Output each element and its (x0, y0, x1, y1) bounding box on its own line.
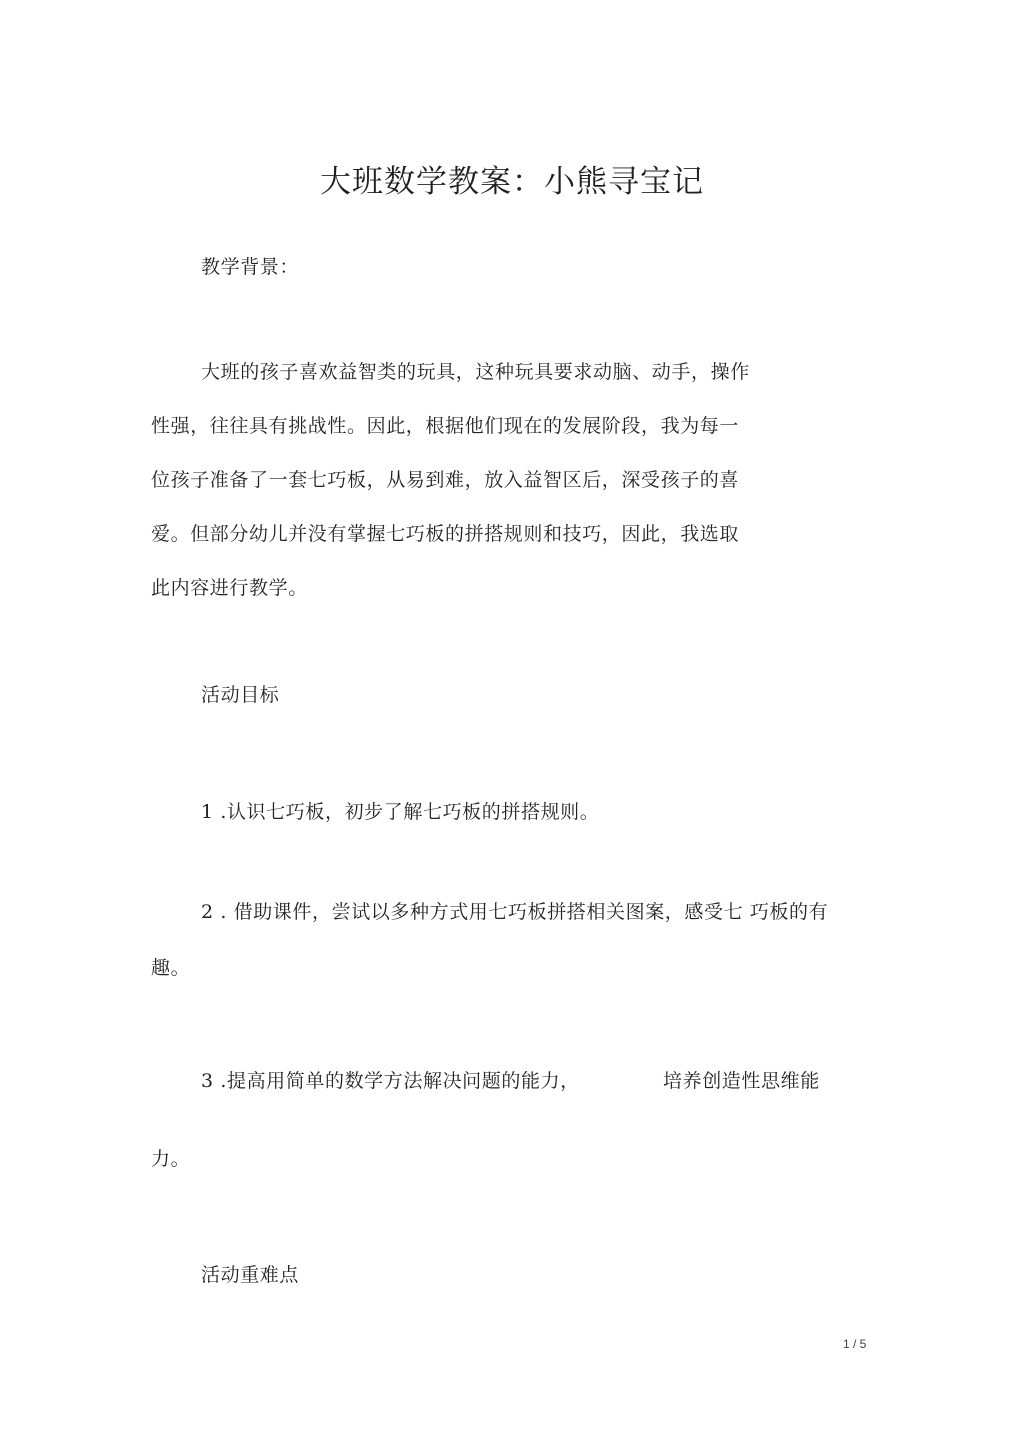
goal-3-line-2: 力。 (151, 1148, 191, 1170)
background-line-3: 位孩子准备了一套七巧板，从易到难，放入益智区后，深受孩子的喜 (151, 469, 740, 491)
page-number: 1 / 5 (843, 1337, 867, 1351)
section-heading-key-points: 活动重难点 (201, 1264, 300, 1286)
goal-1: 1 .认识七巧板，初步了解七巧板的拼搭规则。 (201, 801, 600, 823)
background-line-1: 大班的孩子喜欢益智类的玩具，这种玩具要求动脑、动手，操作 (201, 361, 750, 383)
goal-2-line-1: 2 . 借助课件，尝试以多种方式用七巧板拼搭相关图案，感受七 巧板的有 (201, 901, 829, 923)
goal-3-part-a: 3 .提高用简单的数学方法解决问题的能力， (201, 1070, 580, 1092)
background-line-4: 爱。但部分幼儿并没有掌握七巧板的拼搭规则和技巧，因此，我选取 (151, 523, 740, 545)
section-heading-background: 教学背景： (201, 256, 300, 278)
goal-2-line-2: 趣。 (151, 957, 191, 979)
background-line-5: 此内容进行教学。 (151, 577, 308, 599)
goal-3-part-b: 培养创造性思维能 (663, 1070, 820, 1092)
section-heading-goals: 活动目标 (201, 684, 280, 706)
background-line-2: 性强，往往具有挑战性。因此，根据他们现在的发展阶段，我为每一 (151, 415, 740, 437)
document-title: 大班数学教案：小熊寻宝记 (320, 164, 704, 200)
